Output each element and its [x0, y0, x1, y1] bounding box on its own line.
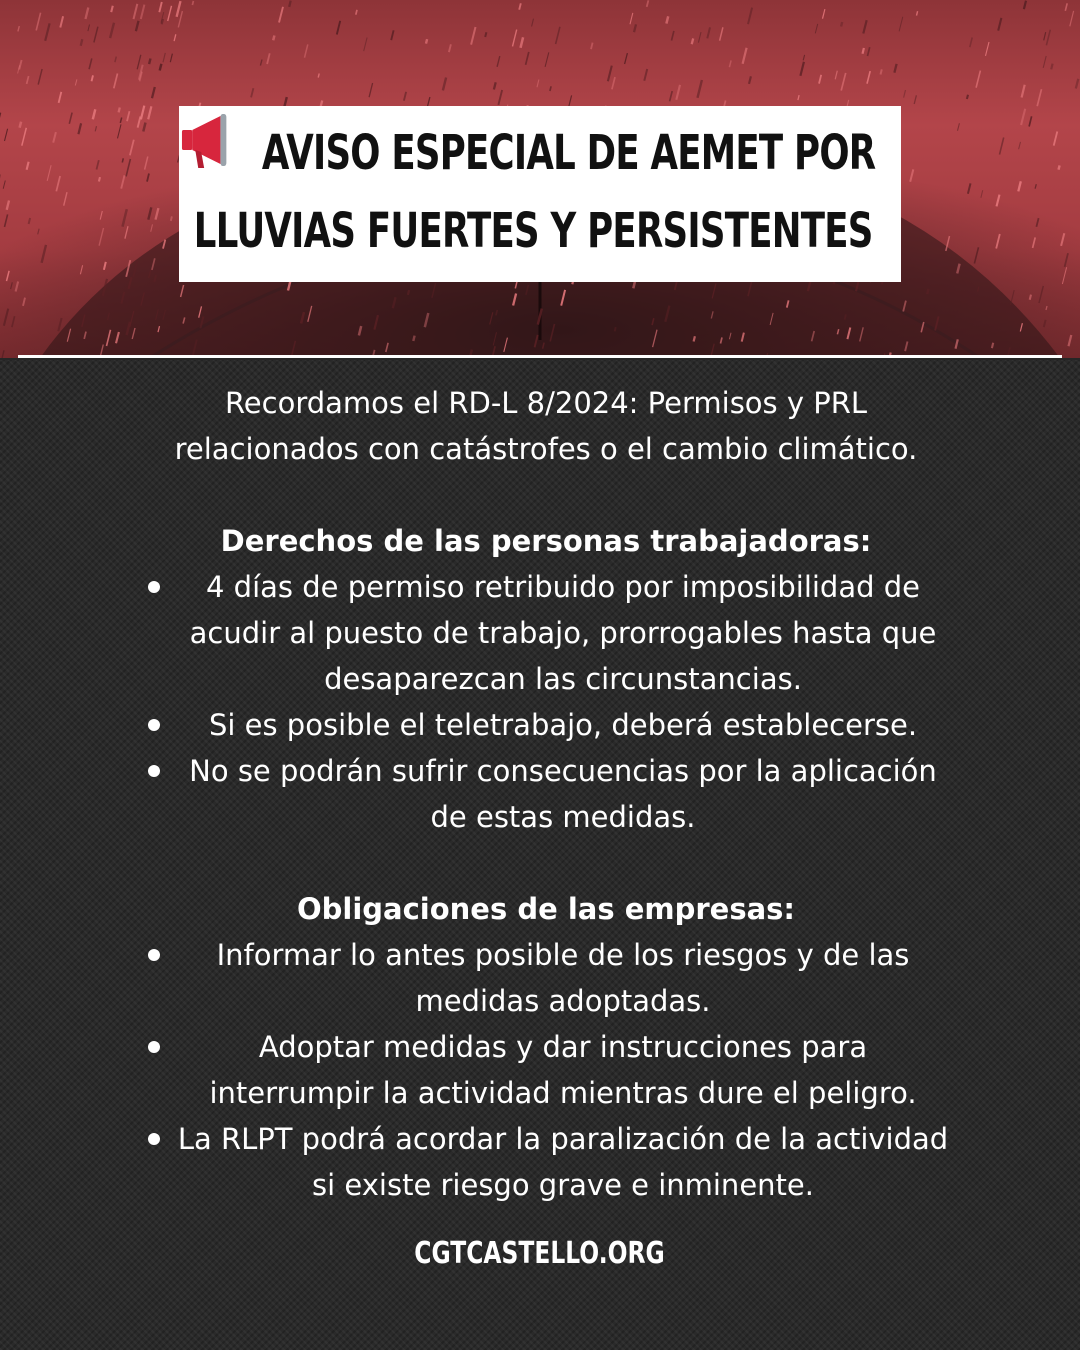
rain-drop	[615, 327, 616, 331]
rain-drop	[20, 122, 22, 128]
rain-drop	[123, 209, 127, 227]
rain-drop	[545, 52, 549, 67]
rain-drop	[178, 11, 182, 27]
rain-drop	[1065, 3, 1067, 11]
list-item	[140, 748, 952, 840]
rain-drop	[127, 111, 130, 121]
rain-drop	[803, 55, 804, 60]
rain-drop	[95, 126, 96, 131]
intro-paragraph	[140, 380, 952, 472]
rain-drop	[408, 290, 409, 295]
rain-drop	[86, 8, 89, 20]
rain-drop	[122, 158, 123, 162]
rain-drop	[5, 214, 8, 227]
rain-drop	[356, 10, 357, 15]
rain-drop	[1046, 30, 1050, 46]
rain-drop	[1054, 132, 1058, 146]
rain-drop	[81, 39, 83, 46]
hero-banner	[0, 0, 1080, 358]
rain-drop	[426, 39, 427, 44]
rain-drop	[305, 44, 308, 57]
rain-drop	[800, 62, 804, 76]
rain-drop	[69, 113, 72, 124]
rain-drop	[337, 21, 340, 35]
rain-drop	[1069, 335, 1072, 346]
rain-drop	[881, 69, 882, 74]
rain-drop	[1065, 253, 1068, 267]
bullet-icon	[148, 949, 160, 961]
rain-drop	[120, 118, 121, 123]
bullet-icon	[148, 1041, 160, 1053]
rain-drop	[58, 318, 61, 331]
rain-drop	[121, 175, 124, 188]
intro-line-2: relacionados con catástrofes o el cambio climático.	[174, 432, 918, 466]
rain-drop	[1037, 89, 1041, 106]
rain-drop	[89, 58, 92, 69]
rain-drop	[59, 92, 62, 103]
rain-drop	[694, 336, 695, 341]
rain-drop	[145, 157, 148, 170]
rain-drop	[289, 1, 291, 7]
rain-drop	[137, 55, 141, 70]
rain-drop	[471, 27, 475, 45]
rain-drop	[748, 8, 752, 25]
rain-drop	[672, 31, 674, 41]
rain-drop	[318, 74, 319, 78]
rain-drop	[88, 25, 90, 32]
rain-drop	[819, 75, 821, 84]
rain-drop	[12, 316, 15, 327]
rain-drop	[1044, 32, 1046, 40]
rain-drop	[537, 80, 539, 88]
workers-rights-list	[140, 564, 952, 840]
rain-drop	[1033, 237, 1036, 248]
rain-drop	[260, 60, 262, 66]
rain-drop	[7, 201, 9, 210]
rain-drop	[119, 108, 120, 113]
rain-drop	[904, 90, 906, 98]
rain-drop	[413, 336, 414, 341]
list-item-text: Adoptar medidas y dar instrucciones para interrumpir la actividad mientras dure el peligro.	[209, 1030, 917, 1110]
rain-drop	[163, 53, 165, 62]
list-item-text: 4 días de permiso retribuido por imposibilidad de acudir al puesto de trabajo, prorrogables hasta que desaparezcan las circunstancias.	[189, 570, 937, 696]
rain-drop	[99, 177, 100, 181]
rain-drop	[997, 195, 1000, 207]
rain-drop	[976, 71, 980, 88]
rain-drop	[666, 16, 668, 23]
rain-drop	[99, 228, 103, 246]
rain-drop	[910, 169, 913, 181]
rain-drop	[138, 117, 141, 128]
rain-drop	[97, 160, 99, 169]
rain-drop	[863, 48, 864, 54]
rain-drop	[11, 282, 13, 289]
list-item-text: No se podrán sufrir consecuencias por la aplicación de estas medidas.	[189, 754, 937, 834]
workers-rights-heading: Derechos de las personas trabajadoras:	[220, 524, 872, 558]
list-item	[140, 932, 952, 1024]
rain-drop	[23, 298, 25, 306]
rain-drop	[1018, 181, 1021, 191]
rain-drop	[670, 91, 673, 101]
rain-drop	[100, 211, 102, 220]
rain-drop	[118, 124, 122, 138]
website-link[interactable]	[0, 1234, 1080, 1274]
rain-drop	[29, 218, 31, 224]
rain-drop	[170, 54, 172, 63]
company-obligations-list	[140, 932, 952, 1208]
rain-drop	[526, 52, 529, 65]
rain-drop	[798, 95, 799, 100]
bullet-icon	[148, 581, 160, 593]
rain-drop	[75, 79, 77, 85]
rain-drop	[917, 11, 918, 15]
rain-drop	[279, 7, 283, 23]
bullet-icon	[148, 719, 160, 731]
rain-drop	[162, 19, 163, 24]
company-obligations-heading: Obligaciones de las empresas:	[296, 892, 796, 926]
rain-drop	[927, 289, 928, 294]
rain-drop	[1036, 218, 1038, 227]
title-line-2: LLUVIAS FUERTES Y PERSISTENTES	[193, 203, 873, 259]
rain-drop	[729, 60, 731, 67]
content-text	[140, 380, 952, 1208]
rain-drop	[27, 162, 29, 170]
list-item-text: La RLPT podrá acordar la paralización de la actividad si existe riesgo grave e inminente.	[177, 1122, 949, 1202]
rain-drop	[93, 109, 96, 119]
list-item	[140, 1116, 952, 1208]
list-item	[140, 702, 952, 748]
rain-drop	[151, 224, 153, 231]
rain-drop	[1062, 267, 1066, 284]
rain-drop	[698, 80, 702, 98]
rain-drop	[899, 17, 903, 32]
rain-drop	[647, 0, 649, 7]
bullet-icon	[148, 1133, 160, 1145]
rain-drop	[47, 165, 51, 181]
rain-drop	[974, 247, 978, 263]
rain-drop	[914, 95, 916, 104]
rain-drop	[485, 32, 486, 37]
rain-drop	[1061, 233, 1064, 246]
rain-drop	[4, 309, 8, 326]
rain-drop	[168, 6, 172, 21]
rain-drop	[634, 24, 636, 32]
rain-drop	[177, 1, 181, 17]
rain-drop	[0, 113, 1, 127]
rain-drop	[60, 16, 63, 27]
rain-drop	[64, 192, 67, 206]
rain-drop	[404, 92, 406, 101]
content-panel	[0, 360, 1080, 1350]
rain-drop	[126, 159, 130, 176]
rain-drop	[608, 66, 612, 82]
rain-drop	[125, 226, 128, 239]
rain-drop	[521, 37, 524, 48]
rain-drop	[1051, 64, 1052, 70]
rain-drop	[36, 13, 40, 31]
rain-drop	[569, 95, 572, 106]
rain-drop	[1046, 306, 1047, 310]
rain-drop	[1043, 56, 1046, 68]
rain-drop	[156, 208, 159, 220]
rain-drop	[996, 234, 1000, 249]
rain-drop	[519, 3, 521, 9]
rain-drop	[22, 128, 27, 146]
rain-drop	[894, 64, 896, 73]
rain-drop	[1076, 79, 1079, 89]
list-item-text: Si es posible el teletrabajo, deberá establecerse.	[208, 708, 918, 742]
rain-drop	[494, 82, 496, 89]
rain-drop	[743, 48, 747, 64]
rain-drop	[1021, 109, 1025, 125]
rain-drop	[192, 1, 193, 5]
rain-drop	[7, 271, 10, 281]
rain-drop	[1059, 165, 1060, 169]
rain-drop	[707, 27, 710, 38]
rain-drop	[986, 42, 990, 56]
rain-drop	[1022, 85, 1025, 98]
rain-drop	[497, 56, 500, 67]
rain-drop	[676, 85, 680, 100]
rain-drop	[38, 69, 42, 85]
bullet-icon	[148, 765, 160, 777]
rain-drop	[1000, 138, 1004, 155]
website-url[interactable]: CGTCASTELLO.ORG	[414, 1236, 666, 1271]
list-item	[140, 1024, 952, 1116]
rain-drop	[136, 21, 139, 31]
rain-drop	[443, 78, 446, 91]
rain-drop	[1029, 116, 1032, 126]
rain-drop	[18, 26, 19, 31]
rain-drop	[267, 53, 270, 64]
rain-drop	[5, 129, 8, 141]
rain-drop	[152, 87, 155, 98]
rain-drop	[998, 18, 1001, 31]
rain-drop	[148, 106, 151, 119]
rain-drop	[159, 2, 162, 12]
rain-drop	[968, 183, 971, 193]
rain-drop	[845, 314, 846, 319]
rain-drop	[967, 95, 968, 99]
rain-drop	[532, 19, 534, 27]
rain-drop	[92, 75, 94, 81]
rain-drop	[114, 74, 118, 89]
rain-drop	[27, 76, 29, 84]
rain-drop	[251, 88, 253, 97]
rain-drop	[130, 140, 134, 156]
rain-drop	[42, 245, 46, 263]
rain-drop	[815, 24, 817, 34]
rain-drop	[981, 190, 983, 198]
rain-drop	[1044, 320, 1046, 327]
rain-drop	[364, 38, 367, 52]
rain-drop	[1070, 11, 1074, 26]
rain-drop	[80, 265, 82, 274]
list-item	[140, 564, 952, 702]
rain-drop	[1024, 1, 1026, 9]
rain-drop	[149, 59, 150, 65]
rain-drop	[174, 34, 176, 41]
rain-drop	[867, 71, 870, 84]
title-box	[179, 106, 901, 282]
rain-drop	[19, 60, 21, 70]
rain-drop	[104, 262, 106, 270]
rain-drop	[992, 343, 993, 348]
rain-drop	[835, 71, 837, 80]
rain-drop	[1035, 184, 1036, 189]
rain-drop	[78, 123, 81, 134]
rain-drop	[110, 23, 114, 38]
rain-drop	[841, 73, 846, 91]
rain-drop	[171, 216, 172, 221]
rain-drop	[273, 36, 274, 41]
rain-drop	[556, 27, 560, 44]
rain-drop	[56, 176, 60, 191]
rain-drop	[45, 23, 49, 40]
rain-drop	[115, 57, 116, 63]
title-line-1	[179, 114, 876, 192]
rain-drop	[94, 27, 98, 43]
rain-drop	[391, 30, 393, 40]
rain-drop	[958, 123, 960, 131]
rain-drop	[630, 13, 633, 24]
divider-line	[18, 355, 1062, 358]
rain-drop	[1030, 295, 1031, 300]
rain-drop	[16, 282, 19, 292]
rain-drop	[3, 181, 5, 189]
rain-drop	[143, 123, 145, 132]
rain-drop	[644, 69, 647, 81]
intro-line-1: Recordamos el RD-L 8/2024: Permisos y PRL	[224, 386, 868, 420]
rain-drop	[111, 6, 113, 12]
rain-drop	[498, 90, 502, 105]
rain-drop	[841, 22, 842, 27]
title-text-1: AVISO ESPECIAL DE AEMET POR	[261, 125, 876, 181]
rain-drop	[160, 64, 162, 71]
rain-drop	[868, 47, 870, 56]
rain-drop	[625, 53, 628, 64]
rain-drop	[141, 106, 144, 120]
rain-drop	[749, 76, 751, 84]
rain-drop	[369, 83, 373, 97]
list-item-text: Informar lo antes posible de los riesgos y de las medidas adoptadas.	[216, 938, 910, 1018]
rain-drop	[823, 9, 825, 19]
rain-drop	[148, 207, 151, 219]
rain-drop	[612, 77, 615, 89]
rain-drop	[147, 174, 149, 182]
rain-drop	[141, 5, 145, 19]
megaphone-icon	[195, 121, 257, 177]
rain-drop	[513, 30, 517, 47]
rain-drop	[1019, 142, 1021, 149]
rain-drop	[863, 20, 866, 33]
rain-drop	[1, 350, 4, 358]
rain-drop	[449, 44, 451, 52]
rain-drop	[550, 86, 551, 91]
rain-drop	[134, 4, 138, 19]
rain-drop	[38, 229, 39, 235]
rain-drop	[53, 132, 56, 143]
rain-drop	[720, 27, 723, 40]
rain-drop	[970, 38, 972, 48]
rain-drop	[591, 43, 593, 50]
rain-drop	[1039, 286, 1043, 303]
rain-drop	[692, 38, 694, 44]
rain-drop	[698, 32, 701, 43]
